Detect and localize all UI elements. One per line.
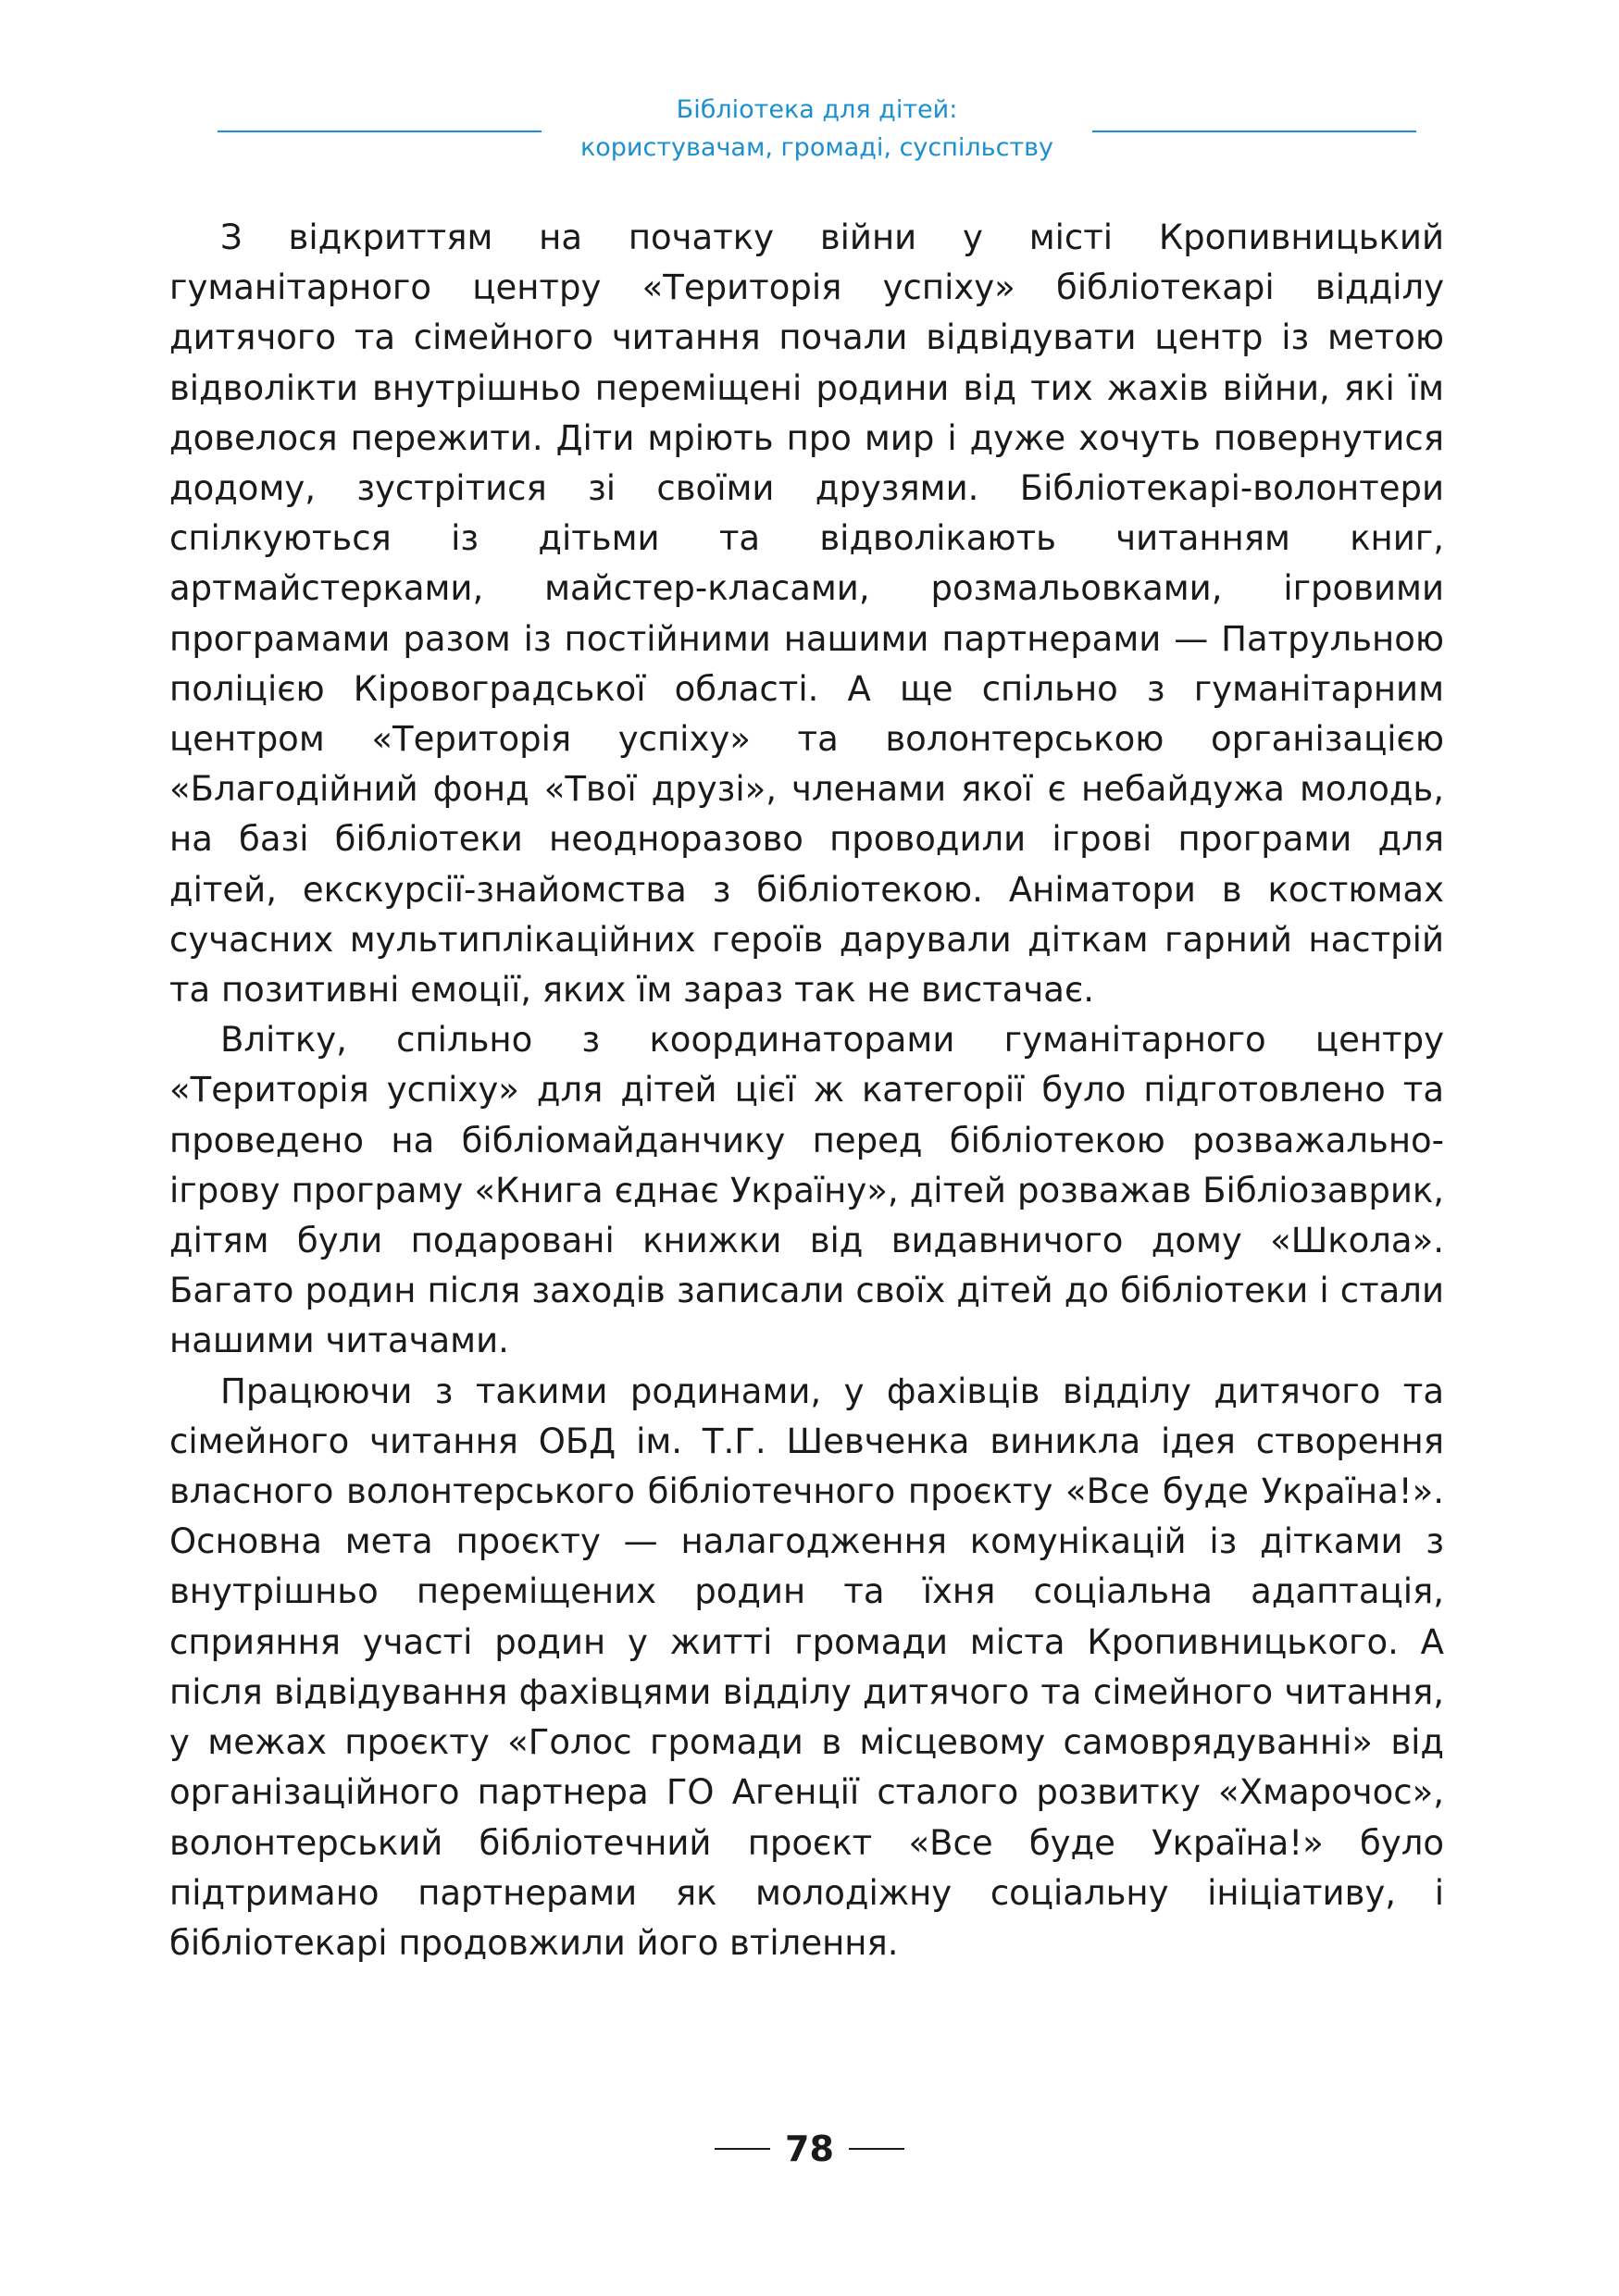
header-rule-left (218, 130, 542, 132)
page-number: 78 (785, 2128, 834, 2169)
footer-dash-right (849, 2148, 904, 2150)
header-title (551, 91, 1083, 167)
running-header (218, 91, 1416, 165)
header-title-line2: користувачам, громаді, суспільству (579, 133, 1054, 162)
paragraph: Працюючи з такими родинами, у фахівців відділу дитячого та сімейного читання ОБД ім. Т.Г. Шевченка виникла ідея створення власного волонтерського бібліотечного проєкту «Все буде Україна!». Основна мета проєкту — налагодження комунікацій із дітками з внутрішньо переміщених родин та їхня соціальна адаптація, сприяння участі родин у житті громади міста Кропивницького. А після відвідування фахівцями відділу дитячого та сімейного читання, у межах проєкту «Голос громади в місцевому самоврядуванні» від організаційного партнера ГО Агенції сталого розвитку «Хмарочос», волонтерський бібліотечний проєкт «Все буде Україна!» було підтримано партнерами як молодіжну соціальну ініціативу, і бібліотекарі продовжили його втілення. (169, 1371, 1444, 1963)
body-text (169, 213, 1444, 1968)
page-footer (0, 2128, 1619, 2175)
header-rule-right (1092, 130, 1416, 132)
footer-dash-left (715, 2148, 770, 2150)
header-title-line1: Бібліотека для дітей: (676, 95, 958, 124)
paragraph: Влітку, спільно з координаторами гуманітарного центру «Територія успіху» для дітей цієї ж категорії було підготовлено та проведено на бібліомайданчику перед бібліотекою розважально-ігрову програму «Книга єднає Україну», дітей розважав Бібліозаврик, дітям були подаровані книжки від видавничого дому «Школа». Багато родин після заходів записали своїх дітей до бібліотеки і стали нашими читачами. (169, 1020, 1444, 1361)
paragraph: З відкриттям на початку війни у місті Кропивницький гуманітарного центру «Територія успіху» бібліотекарі відділу дитячого та сімейного читання почали відвідувати центр із метою відволікти внутрішньо переміщені родини від тих жахів війни, які їм довелося пережити. Діти мріють про мир і дуже хочуть повернутися додому, зустрітися зі своїми друзями. Бібліотекарі-волонтери спілкуються із дітьми та відволікають читанням книг, артмайстерками, майстер-класами, розмальовками, ігровими програмами разом із постійними нашими партнерами — Патрульною поліцією Кіровоградської області. А ще спільно з гуманітарним центром «Територія успіху» та волонтерською організацією «Благодійний фонд «Твої друзі», членами якої є небайдужа молодь, на базі бібліотеки неодноразово проводили ігрові програми для дітей, екскурсії-знайомства з бібліотекою. Аніматори в костюмах сучасних мультиплікаційних героїв дарували діткам гарний настрій та позитивні емоції, яких їм зараз так не вистачає. (169, 217, 1444, 1011)
footer-inner (715, 2128, 904, 2169)
